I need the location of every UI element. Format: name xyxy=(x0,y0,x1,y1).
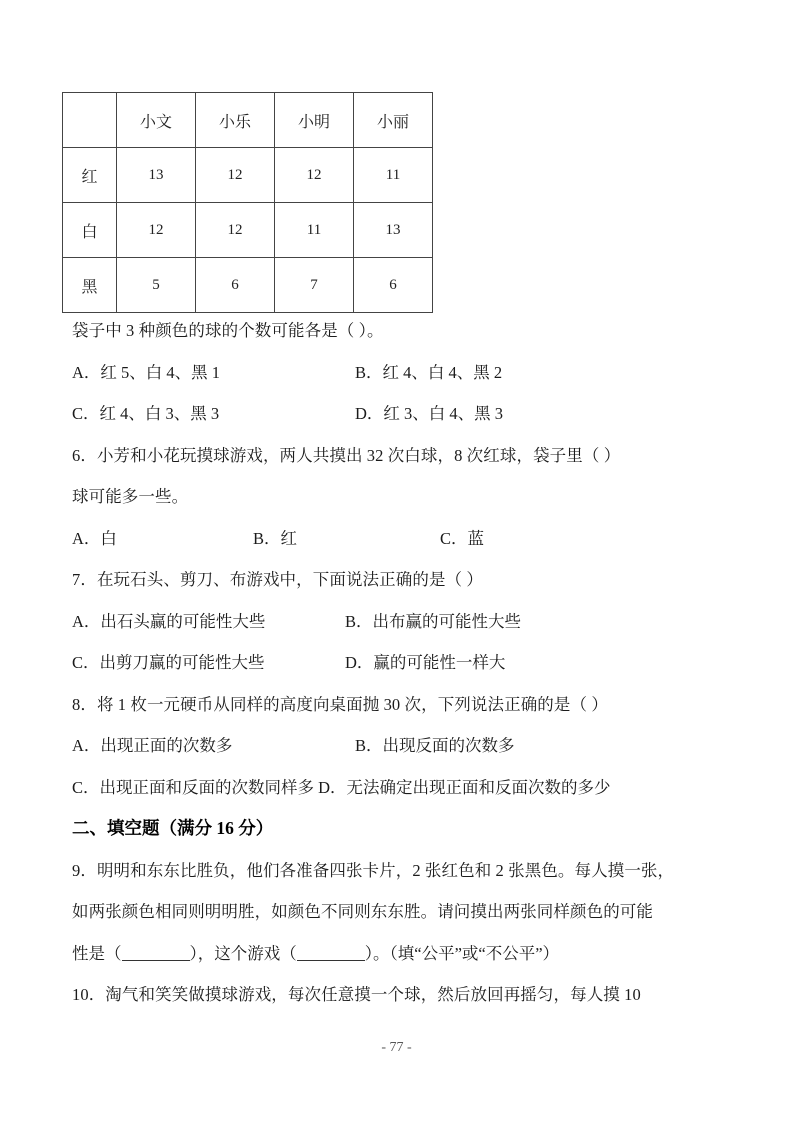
cell-red-xiaoli: 11 xyxy=(354,148,433,203)
page-footer xyxy=(0,1040,793,1056)
table-header-xiaole: 小乐 xyxy=(196,93,275,148)
q7-option-a[interactable]: A．出石头赢的可能性大些 xyxy=(72,611,266,631)
q9-line-3 xyxy=(72,933,744,975)
table-row xyxy=(63,203,433,258)
q8-options-row-2 xyxy=(72,767,744,809)
q6-stem-line-2: 球可能多一些。 xyxy=(72,487,189,506)
q6-options-row xyxy=(72,518,744,560)
cell-red-xiaole: 12 xyxy=(196,148,275,203)
q7-option-b[interactable]: B．出布赢的可能性大些 xyxy=(345,611,522,631)
question-body xyxy=(72,310,744,1016)
q7-option-c[interactable]: C．出剪刀赢的可能性大些 xyxy=(72,653,265,672)
table-header-xiaowen: 小文 xyxy=(117,93,196,148)
cell-white-xiaowen: 12 xyxy=(117,203,196,258)
q7-stem: 7．在玩石头、剪刀、布游戏中，下面说法正确的是（ ） xyxy=(72,570,483,589)
q8-option-a[interactable]: A．出现正面的次数多 xyxy=(72,736,233,755)
cell-white-xiaole: 12 xyxy=(196,203,275,258)
q8-option-b[interactable]: B．出现反面的次数多 xyxy=(355,736,515,755)
q5-stem: 袋子中 3 种颜色的球的个数可能各是（ ）。 xyxy=(72,321,384,340)
section-two-heading: 二、填空题（满分 16 分） xyxy=(72,818,274,838)
q9-blank-1[interactable] xyxy=(122,960,190,961)
page-number: - 77 - xyxy=(381,1040,412,1055)
ball-count-table xyxy=(62,92,433,313)
q7-options-row-1 xyxy=(72,601,744,643)
q9-line-2: 如两张颜色相同则明明胜，如颜色不同则东东胜。请问摸出两张同样颜色的可能 xyxy=(72,902,653,921)
q5-option-c[interactable]: C．红 4、白 3、黑 3 xyxy=(72,404,220,423)
q9-line-1: 9．明明和东东比胜负，他们各准备四张卡片，2 张红色和 2 张黑色。每人摸一张， xyxy=(72,860,675,880)
q6-option-c[interactable]: C．蓝 xyxy=(440,528,485,548)
q9-blank-2[interactable] xyxy=(297,960,365,961)
q9-line3-middle: ），这个游戏（ xyxy=(189,943,297,963)
cell-red-xiaoming: 12 xyxy=(275,148,354,203)
q5-option-d[interactable]: D．红 3、白 4、黑 3 xyxy=(355,404,504,423)
cell-black-xiaole: 6 xyxy=(196,258,275,313)
cell-red-xiaowen: 13 xyxy=(117,148,196,203)
row-label-black: 黑 xyxy=(63,258,117,313)
table-header-xiaoming: 小明 xyxy=(275,93,354,148)
q6-stem-line-1: 6．小芳和小花玩摸球游戏，两人共摸出 32 次白球，8 次红球，袋子里（ ） xyxy=(72,445,621,465)
table-row xyxy=(63,148,433,203)
q8-options-row-1 xyxy=(72,725,744,767)
table-header-xiaoli: 小丽 xyxy=(354,93,433,148)
q5-options-row-2 xyxy=(72,393,744,435)
cell-black-xiaowen: 5 xyxy=(117,258,196,313)
q5-option-b[interactable]: B．红 4、白 4、黑 2 xyxy=(355,362,503,382)
row-label-red: 红 xyxy=(63,148,117,203)
q8-stem: 8．将 1 枚一元硬币从同样的高度向桌面抛 30 次，下列说法正确的是（ ） xyxy=(72,694,608,714)
cell-black-xiaoming: 7 xyxy=(275,258,354,313)
row-label-white: 白 xyxy=(63,203,117,258)
q6-option-a[interactable]: A．白 xyxy=(72,528,117,548)
cell-white-xiaoming: 11 xyxy=(275,203,354,258)
q8-option-cd[interactable]: C．出现正面和反面的次数同样多 D．无法确定出现正面和反面次数的多少 xyxy=(72,777,611,797)
q7-options-row-2 xyxy=(72,642,744,684)
q9-line3-suffix: ）。（填“公平”或“不公平”） xyxy=(364,943,560,963)
q5-options-row-1 xyxy=(72,352,744,394)
ball-count-table-container xyxy=(62,92,433,313)
cell-black-xiaoli: 6 xyxy=(354,258,433,313)
q5-option-a[interactable]: A．红 5、白 4、黑 1 xyxy=(72,362,221,382)
q6-option-b[interactable]: B．红 xyxy=(253,528,298,548)
cell-white-xiaoli: 13 xyxy=(354,203,433,258)
table-row xyxy=(63,258,433,313)
q7-option-d[interactable]: D．赢的可能性一样大 xyxy=(345,653,506,672)
table-header-row xyxy=(63,93,433,148)
table-corner-cell xyxy=(63,93,117,148)
q9-line3-prefix: 性是（ xyxy=(72,943,122,963)
q10-line-1: 10．淘气和笑笑做摸球游戏，每次任意摸一个球，然后放回再摇匀，每人摸 10 xyxy=(72,985,641,1004)
